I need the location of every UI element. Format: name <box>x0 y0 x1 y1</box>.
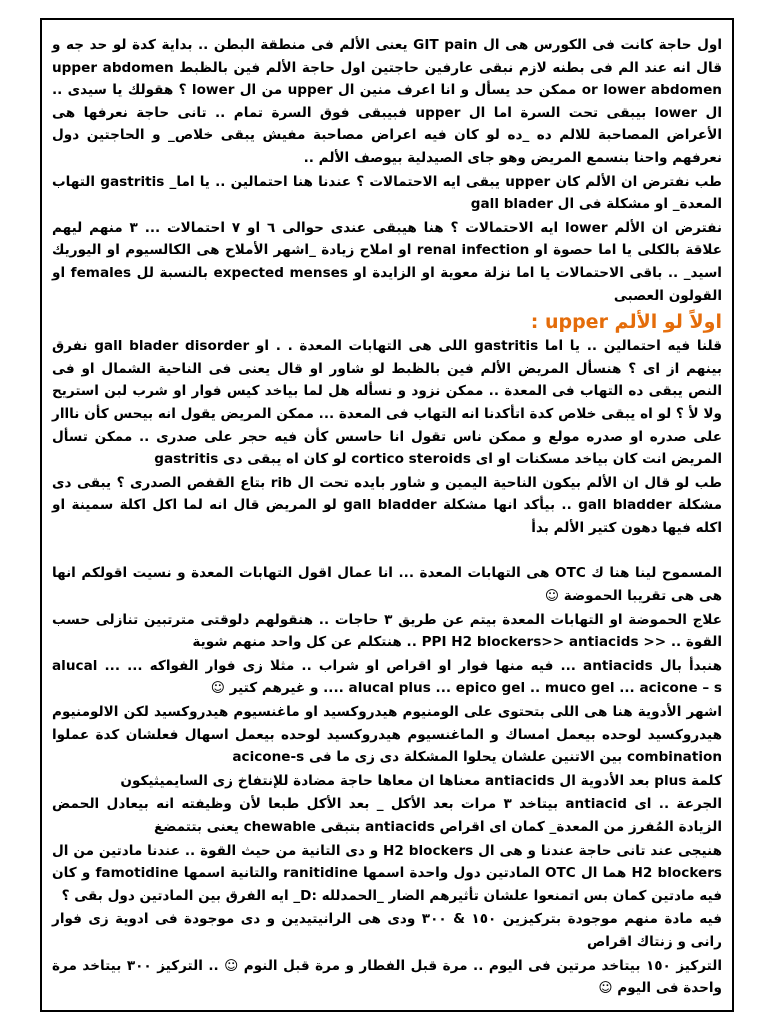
gallbladder-paragraph: طب لو قال ان الألم بيكون الناحية اليمين و شاور بايده تحت ال rib بتاع القفص الصدرى ؟ يبقى دى مشكلة gall bladder .. بيأكد انها مشكلة gall bladder لو المريض قال انه لما اكل اكلة سمينة او اكله فيها دهون كتير الألم بدأ <box>52 474 723 536</box>
document-page <box>40 18 734 1012</box>
section-heading-upper: اولاً لو الألم upper : <box>530 311 722 334</box>
h2-blockers-paragraph: هنيجى عند تانى حاجة عندنا و هى ال H2 blockers و دى التانية من حيث القوة .. عندنا مادتين من ال H2 blockers هما ال OTC المادتين دول واحدة اسمها ranitidine والتانية اسمها famotidine و كان فيه مادتين كمان بس اتمنعوا علشان تأثيرهم الضار _الحمدلله :D_ ايه الفرق بين المادتين دول بقى ؟ <box>52 842 723 904</box>
upper-possibilities-paragraph: طب نفترض ان الألم كان upper يبقى ايه الاحتمالات ؟ عندنا هنا احتمالين .. يا اما_ gastritis التهاب المعدة_ او مشكلة فى ال gall blader <box>52 173 722 213</box>
antiacids-examples-paragraph: هنبدأ بال antiacids ... فيه منها فوار او اقراص او شراب .. مثلا زى فوار الفواكه ... alucal ... alucal plus ... epico gel .. muco gel ... acicone – s .... و غيرهم كتير ☺ <box>52 657 722 697</box>
dosage-schedule-paragraph: التركيز ١٥٠ بيتاخد مرتين فى اليوم .. مرة قبل الفطار و مرة قبل النوم ☺ .. التركيز ٣٠٠ بيتاخد مرة واحدة فى اليوم ☺ <box>52 957 722 997</box>
lower-possibilities-paragraph: نفترض ان الألم lower ايه الاحتمالات ؟ هنا هيبقى عندى حوالى ٦ او ٧ احتمالات ... ٣ منهم ليهم علاقة بالكلى يا اما حصوة او renal infection او املاح زيادة _اشهر الأملاح هى الكالسيوم او اليوريك اسيد_ .. باقى الاحتمالات يا اما نزلة معوية او الزايدة او expected menses بالنسبة لل females او القولون العصبى <box>52 219 723 304</box>
intro-paragraph: اول حاجة كانت فى الكورس هى ال GIT pain يعنى الألم فى منطقة البطن .. بداية كدة لو حد جه و قال انه عند الم فى بطنه لازم نبقى عارفين حاجتين اول حاجة الألم فين بالظبط upper abdomen or lower abdomen ممكن حد يسأل و انا اعرف منين ال upper من ال lower ؟ هقولك يا سيدى .. ال lower بيبقى تحت السرة اما ال upper فبيبقى فوق السرة تمام .. تانى حاجة نعرفها هى الأعراض المصاحبة للالم ده _ده لو كان فيه اعراض مصاحبة مفيش يبقى خلاص_ و الحاجتين دول نعرفهم واحنا بنسمع المريض وهو جاى الصيدلية بيوصف الألم .. <box>52 37 723 166</box>
gastritis-vs-gallbladder-paragraph: قلنا فيه احتمالين .. يا اما gastritis اللى هى التهابات المعدة . . او gall blader disorder نفرق بينهم از اى ؟ هنسأل المريض الألم فين بالظبط لو شاور او قال يعنى فى الناحية الشمال او فى النص يبقى ده التهاب فى المعدة .. ممكن نزود و نسأله هل لما بياخد كيس فوار او شرب لبن استريح ولا لأ ؟ لو اه يبقى خلاص كدة اتأكدنا انه التهاب فى المعدة ... ممكن المريض يقول انه بيحس كأن نااار على صدره او صدره مولع و ممكن ناس تقول انا حاسس كأن فيه حجر على صدرى .. ممكن تسأل المريض انت كان بياخد مسكنات او اى cortico steroids لو كان اه يبقى دى gastritis <box>52 338 723 468</box>
plus-paragraph: كلمة plus بعد الأدوية ال antiacids معناها ان معاها حاجة مضادة للإنتفاخ زى السايميثيكون <box>120 772 722 789</box>
combination-paragraph: اشهر الأدوية هنا هى اللى بتحتوى على الومنيوم هيدروكسيد او ماغنسيوم هيدروكسيد لكن الالومنيوم هيدروكسيد لوحده بيعمل امساك و الماغنسيوم هيدروكسيد لوحده بيعمل اسهال فعلشان كدة عملوا combination بين الاتنين علشان يحلوا المشكلة دى زى ما فى acicone-s <box>52 704 722 766</box>
blank-line <box>52 540 722 562</box>
otc-paragraph: المسموح لينا هنا ك OTC هى التهابات المعدة ... انا عمال اقول التهابات المعدة و نسيت اقولكم انها هى هى تقريبا الحموضة ☺ <box>52 565 722 605</box>
treatment-paragraph: علاج الحموضة او التهابات المعدة بيتم عن طريق ٣ حاجات .. هنقولهم دلوقتى مترتبين تنازلى حسب القوة .. << PPI H2 blockers>> antiacids .. هنتكلم عن كل واحد منهم شوية <box>52 611 723 651</box>
dose-paragraph: الجرعة .. اى antiacid بيتاخد ٣ مرات بعد الأكل _ بعد الأكل طبعا لأن وظيفته انه بيعادل الحمض الزيادة المُفرز من المعدة_ كمان اى اقراص antiacids بتبقى chewable يعنى بتتمضغ <box>52 796 722 835</box>
ranitidine-paragraph: فيه مادة منهم موجودة بتركيزين ١٥٠ & ٣٠٠ ودى هى الرانيتيدين و دى موجودة فى ادوية زى فوار رانى و زنتاك اقراص <box>52 911 722 950</box>
